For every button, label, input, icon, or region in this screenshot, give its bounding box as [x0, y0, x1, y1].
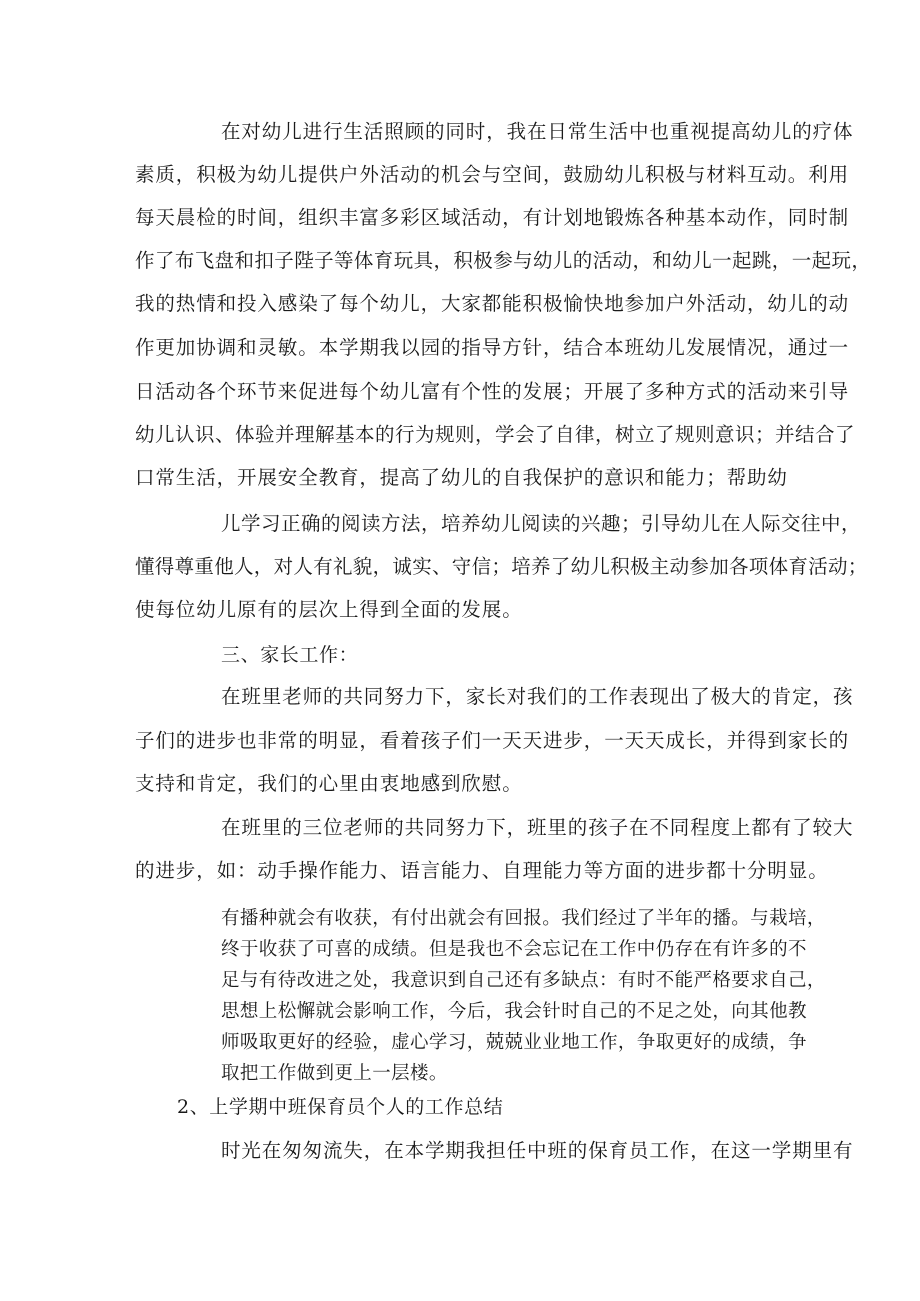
text-line: 有播种就会有收获，有付出就会有回报。我们经过了半年的播。与栽培，	[221, 908, 826, 929]
text-line: 在对幼儿进行生活照顾的同时，我在日常生活中也重视提高幼儿的疗体	[221, 120, 854, 143]
text-line: 幼儿认识、体验并理解基本的行为规则，学会了自律，树立了规则意识；并结合了	[135, 423, 856, 446]
text-line: 时光在匆匆流失，在本学期我担任中班的保育员工作，在这一学期里有	[221, 1139, 854, 1162]
text-line: 足与有待改进之处，我意识到自己还有多缺点：有时不能严格要求自己，	[221, 970, 826, 991]
text-line: 每天晨检的时间，组织丰富多彩区域活动，有计划地锻炼各种基本动作，同时制	[135, 206, 850, 229]
text-line: 作更加协调和灵敏。本学期我以园的指导方针，结合本班幼儿发展情况，通过一	[135, 336, 850, 359]
text-line: 使每位幼儿原有的层次上得到全面的发展。	[135, 598, 523, 621]
text-line: 的进步，如：动手操作能力、语言能力、自理能力等方面的进步都十分明显。	[135, 859, 829, 882]
text-line: 思想上松懈就会影响工作，今后，我会针时自己的不足之处，向其他教	[221, 1001, 807, 1022]
text-line: 口常生活，开展安全教育，提高了幼儿的自我保护的意识和能力；帮助幼	[135, 466, 788, 489]
text-line: 在班里老师的共同努力下，家长对我们的工作表现出了极大的肯定，孩	[221, 685, 854, 708]
text-line: 支持和肯定，我们的心里由衷地感到欣慰。	[135, 772, 523, 795]
text-line: 我的热情和投入感染了每个幼儿，大家都能积极愉快地参加户外活动，幼儿的动	[135, 292, 850, 315]
section-title-2: 2、上学期中班保育员个人的工作总结	[177, 1096, 504, 1118]
section-heading-parent-work: 三、家长工作：	[221, 644, 359, 666]
text-line: 素质，积极为幼儿提供户外活动的机会与空间，鼓励幼儿积极与材料互动。利用	[135, 163, 850, 186]
text-line: 取把工作做到更上一层楼。	[221, 1063, 448, 1084]
text-line: 师吸取更好的经验，虚心学习，兢兢业业地工作，争取更好的成绩，争	[221, 1032, 807, 1053]
text-line: 终于收获了可喜的成绩。但是我也不会忘记在工作中仍存在有许多的不	[221, 939, 807, 960]
text-line: 子们的进步也非常的明显，看着孩子们一天天进步，一天天成长，并得到家长的	[135, 729, 850, 752]
text-line: 懂得尊重他人，对人有礼貌，诚实、守信；培养了幼儿积极主动参加各项体育活动；	[135, 555, 868, 578]
text-line: 在班里的三位老师的共同努力下，班里的孩子在不同程度上都有了较大	[221, 816, 854, 839]
text-line: 日活动各个环节来促进每个幼儿富有个性的发展；开展了多种方式的活动来引导	[135, 380, 850, 403]
text-line: 作了布飞盘和扣子陛子等体育玩具，积极参与幼儿的活动，和幼儿一起跳，一起玩，	[135, 249, 872, 272]
text-line: 儿学习正确的阅读方法，培养幼儿阅读的兴趣；引导幼儿在人际交往中，	[221, 512, 862, 535]
